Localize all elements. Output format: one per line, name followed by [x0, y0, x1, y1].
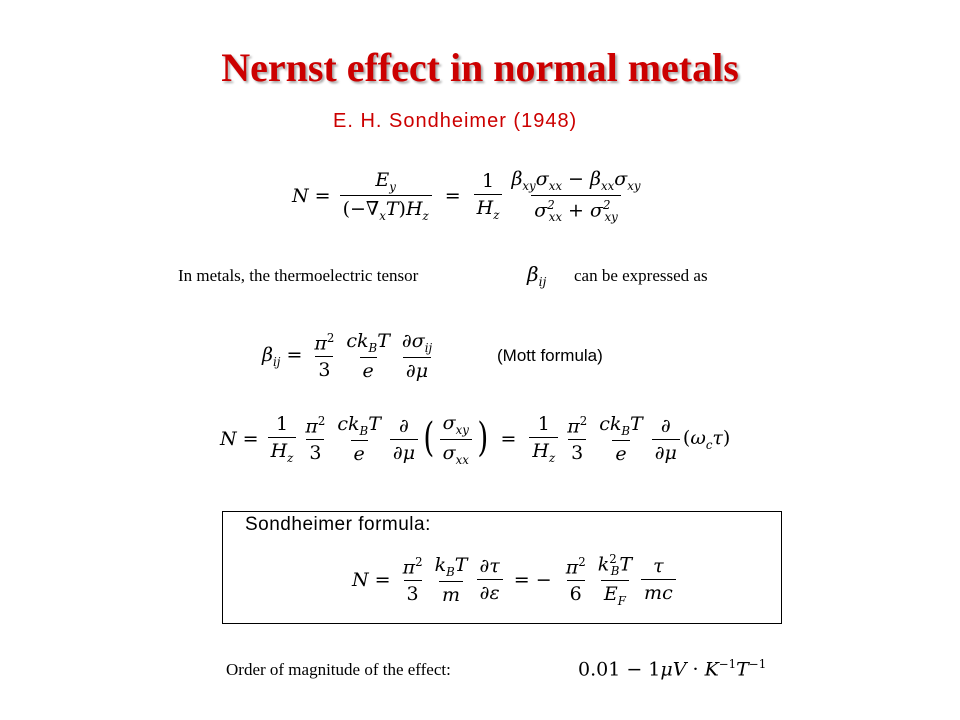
- eq3-fraction-ckt-b: $\frac{ck_BT}{e}$: [599, 413, 643, 466]
- eq4-fraction-pi6: $\frac{\pi^2}{6}$: [565, 554, 586, 606]
- eq3-fraction-d: $\frac{\partial}{\partial\mu}$: [390, 415, 418, 464]
- eq2-lhs: $\beta_{ij}$ =: [262, 343, 303, 369]
- eq1-fraction-b: $\frac{1}{H_z}$: [474, 170, 503, 222]
- tensor-sentence-end: can be expressed as: [574, 266, 708, 285]
- order-of-magnitude-value: $0.01 - 1\mu V \cdot K^{-1}T^{-1}$: [578, 657, 767, 681]
- eq2-fraction-derivative: $\frac{\partial\sigma_{ij}}{\partial\mu}$: [401, 330, 433, 382]
- page-subtitle: E. H. Sondheimer (1948): [333, 110, 578, 132]
- eq2-fraction-pi: $\frac{\pi^2}{3}$: [314, 330, 335, 382]
- tensor-symbol: $\beta_{ij}$: [527, 262, 547, 289]
- nernst-mott-equation: [220, 412, 730, 467]
- eq3-omega-tau: $(\omega_c\tau)$: [682, 426, 731, 452]
- tensor-sentence-start: In metals, the thermoelectric tensor: [178, 266, 419, 285]
- eq4-fraction-pi: $\frac{\pi^2}{3}$: [402, 554, 423, 606]
- eq3-left-paren: (: [423, 415, 435, 462]
- eq1-equals: =: [444, 184, 461, 207]
- eq4-lhs: N =: [352, 568, 391, 591]
- eq3-fraction-1b: $\frac{1}{H_z}$: [529, 413, 558, 465]
- eq3-fraction-ckt: $\frac{ck_BT}{e}$: [337, 413, 381, 466]
- eq3-fraction-sigma: $\frac{\sigma_{xy}}{\sigma_{xx}}$: [440, 412, 472, 467]
- eq4-fraction-kt: $\frac{k_BT}{m}$: [434, 554, 468, 606]
- eq4-fraction-tau-mc: $\frac{\tau}{mc}$: [641, 555, 676, 604]
- eq3-right-paren: ): [477, 415, 489, 462]
- eq3-fraction-pi: $\frac{\pi^2}{3}$: [305, 414, 326, 465]
- eq2-fraction-ckt: $\frac{ck_BT}{e}$: [346, 330, 390, 382]
- eq3-fraction-d-b: $\frac{\partial}{\partial\mu}$: [652, 415, 680, 464]
- eq4-fraction-dtau: $\frac{\partial\tau}{\partial\varepsilon}$: [476, 555, 502, 604]
- eq3-lhs: N =: [220, 428, 259, 451]
- eq1-fraction-a: $\frac{E_y}{(-\nabla_xT)H_z}$: [340, 169, 432, 224]
- eq3-fraction-pi-b: $\frac{\pi^2}{3}$: [567, 414, 588, 465]
- sondheimer-formula-label: Sondheimer formula:: [245, 514, 431, 535]
- page-title: Nernst effect in normal metals: [221, 45, 739, 90]
- sondheimer-equation: [352, 552, 679, 608]
- eq4-fraction-kt2: $\frac{k^2_BT}{E_F}$: [597, 552, 633, 608]
- order-of-magnitude-label: Order of magnitude of the effect:: [226, 660, 451, 679]
- eq1-lhs: N =: [292, 184, 331, 207]
- mott-equation: [262, 330, 438, 382]
- eq4-equals-minus: = −: [513, 568, 552, 591]
- nernst-definition-equation: [292, 168, 647, 224]
- mott-formula-note: (Mott formula): [497, 346, 603, 365]
- eq3-fraction-1: $\frac{1}{H_z}$: [268, 413, 297, 465]
- eq1-fraction-c: $\frac{\beta_{xy}\sigma_{xx} - \beta_{xx}\sigma_{xy}}{\sigma^2_{xx} + \sigma^2_{xy}}$: [511, 168, 641, 224]
- eq3-equals: =: [500, 428, 517, 451]
